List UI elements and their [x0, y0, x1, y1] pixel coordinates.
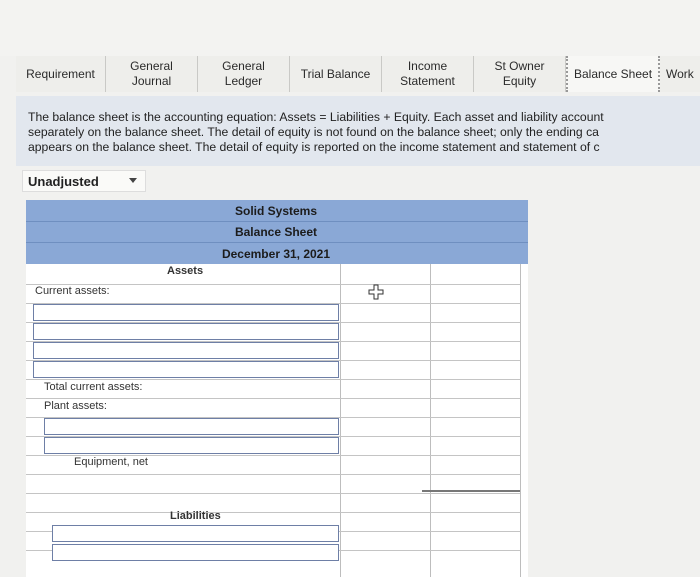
current-asset-name-input-1[interactable]	[33, 304, 339, 321]
column-divider	[520, 264, 521, 577]
equipment-net-label: Equipment, net	[74, 456, 148, 468]
assets-heading: Assets	[167, 265, 204, 277]
tab-st-owner-equity[interactable]: St Owner Equity	[474, 56, 566, 92]
current-assets-label: Current assets:	[35, 285, 110, 297]
balance-sheet-table	[26, 200, 528, 577]
instructions-line-3: appears on the balance sheet. The detail of equity is reported on the income statement and statement of c	[28, 140, 600, 154]
row-line	[26, 493, 520, 494]
liabilities-heading: Liabilities	[170, 510, 221, 522]
top-strip	[0, 0, 700, 56]
tab-general-journal[interactable]: General Journal	[106, 56, 198, 92]
row-line	[26, 512, 520, 513]
statement-title: Balance Sheet	[234, 225, 318, 239]
statement-date: December 31, 2021	[221, 247, 331, 261]
tab-trial-balance[interactable]: Trial Balance	[290, 56, 382, 92]
current-asset-name-input-4[interactable]	[33, 361, 339, 378]
company-name: Solid Systems	[234, 204, 318, 218]
row-line	[26, 398, 520, 399]
row-line	[26, 379, 520, 380]
instructions-line-1: The balance sheet is the accounting equation: Assets = Liabilities + Equity. Each asset and liability account	[28, 110, 604, 124]
tab-bar	[16, 56, 700, 92]
current-asset-name-input-2[interactable]	[33, 323, 339, 340]
tab-income-statement[interactable]: Income Statement	[382, 56, 474, 92]
header-divider	[26, 221, 528, 222]
plant-asset-name-input-2[interactable]	[44, 437, 339, 454]
total-underline	[422, 490, 520, 492]
row-line	[26, 474, 520, 475]
plant-asset-name-input-1[interactable]	[44, 418, 339, 435]
tab-work[interactable]: Work	[660, 56, 700, 92]
current-asset-name-input-3[interactable]	[33, 342, 339, 359]
tab-balance-sheet[interactable]: Balance Sheet	[566, 56, 660, 92]
plus-cursor-icon	[368, 284, 384, 300]
dropdown-selected-value: Unadjusted	[28, 173, 99, 189]
header-divider	[26, 242, 528, 243]
tab-general-ledger[interactable]: General Ledger	[198, 56, 290, 92]
chevron-down-icon	[129, 178, 137, 183]
tab-requirement[interactable]: Requirement	[16, 56, 106, 92]
total-current-assets-label: Total current assets:	[44, 381, 143, 393]
liability-name-input-2[interactable]	[52, 544, 339, 561]
instructions-line-2: separately on the balance sheet. The detail of equity is not found on the balance sheet; only the ending ca	[28, 125, 599, 139]
adjustment-dropdown[interactable]	[22, 170, 146, 192]
liability-name-input-1[interactable]	[52, 525, 339, 542]
plant-assets-label: Plant assets:	[44, 400, 107, 412]
instructions	[16, 96, 700, 166]
